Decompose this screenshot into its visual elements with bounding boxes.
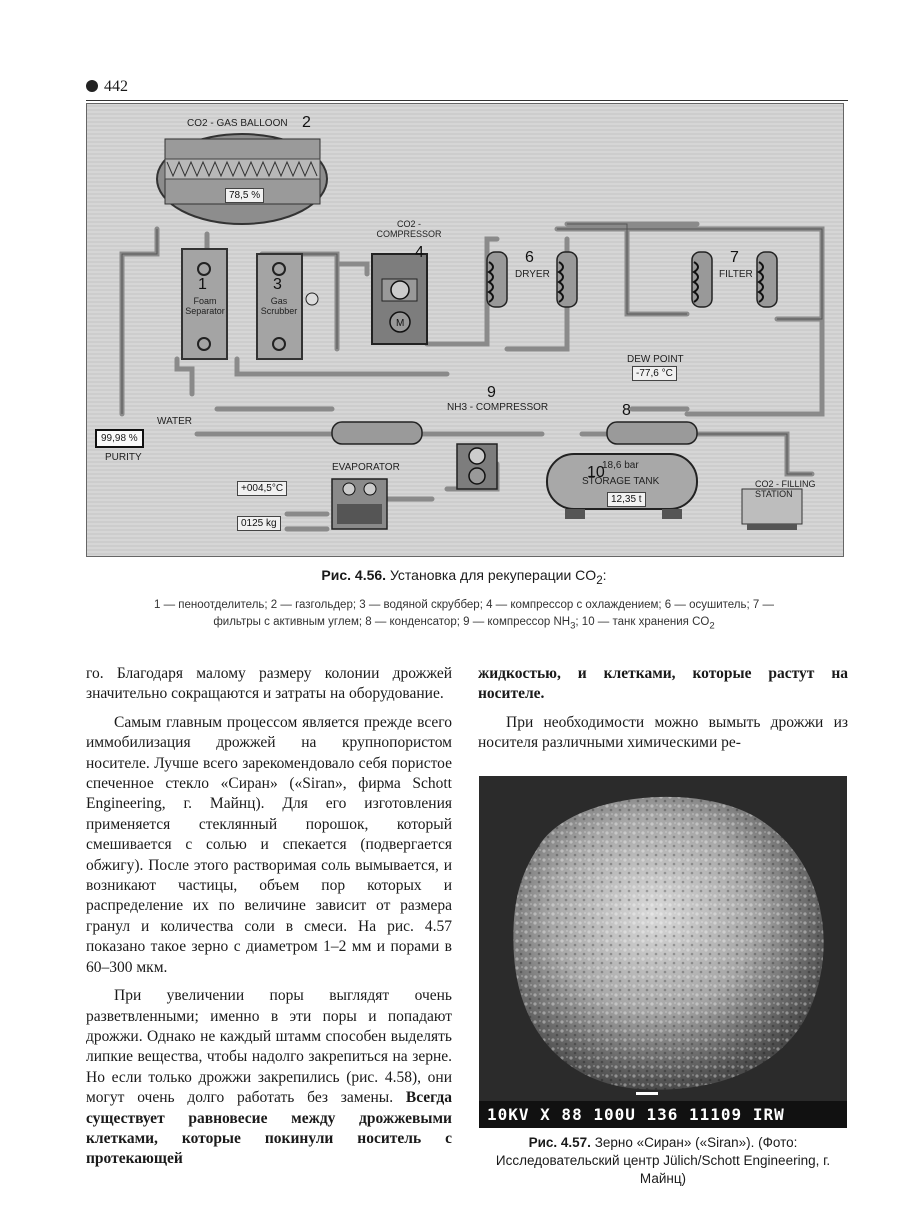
legend-line-2-sub2: 2 [709,620,715,632]
figure-456-caption [86,567,842,587]
grain-image [479,776,847,1101]
water-label: WATER [157,416,192,427]
figure-457-number: Рис. 4.57. [528,1135,591,1150]
filter-label: FILTER [719,269,753,280]
figure-456-number: Рис. 4.56. [321,567,387,583]
left-paragraph-3-text: При увеличении поры выглядят очень разветвленными; именно в эти поры и попадают дрожжи. Однако не каждый штамм способен выделять липкие вещества, чтобы надолго закрепиться на зерне. Но если только дрожжи закрепились (рис. 4.58), они могут очень долго работать без замены. [86,987,452,1107]
storage-tank-label: STORAGE TANK [582,476,660,487]
purity-label: PURITY [105,452,142,463]
storage-tank-mass: 12,35 t [607,492,646,507]
page-number [86,78,128,96]
right-paragraph-1: жидкостью, и клетками, которые растут на носителе. [478,665,848,703]
figure-457-title: Зерно «Сиран» («Siran»). (Фото: Исследовательский центр Jülich/Schott Engineering, г. Майнц) [495,1135,831,1186]
scale-bar-mark [636,1092,658,1095]
storage-tank-number: 10 [587,464,605,481]
gas-balloon-label: CO2 - GAS BALLOON [187,118,288,129]
legend-line-2b: ; 10 — танк хранения CO [575,616,710,628]
evaporator-temperature: +004,5°C [237,481,287,496]
figure-456-title-sub: 2 [596,573,603,587]
legend-line-2a: фильтры с активным углем; 8 — конденсатор; 9 — компрессор NH [213,616,571,628]
figure-456-title-end: : [602,567,607,583]
dryer-label: DRYER [515,269,550,280]
figure-co2-recovery-diagram [86,103,844,557]
legend-line-1: 1 — пеноотделитель; 2 — газгольдер; 3 — водяной скруббер; 4 — компрессор с охлаждением; 6 — осушитель; 7 — [154,599,774,611]
foam-separator-label: Foam Separator [185,296,225,316]
figure-457-caption [479,1134,847,1188]
gas-balloon-number: 2 [302,114,311,131]
diagram-graphics [87,104,843,556]
page-number-text: 442 [104,78,128,95]
filling-station-label: CO2 - FILLING STATION [755,479,816,499]
svg-text:M: M [396,318,405,329]
evaporator-label: EVAPORATOR [332,462,400,473]
figure-456-title: Установка для рекуперации CO [389,567,597,583]
condenser-number: 8 [622,402,631,419]
foam-separator-number: 1 [198,276,207,293]
storage-tank-pressure: 18,6 bar [602,460,639,471]
left-paragraph-2: Самым главным процессом является прежде всего иммобилизация дрожжей на крупнопористом носителе. Лучше всего зарекомендовало себя пористое спеченное стекло «Сиран» («Siran», фирма Schott Engineering, г. Майнц). Для его изготовления применяется стеклянный порошок, который смешивается с солью и спекается (подвергается обжигу). После этого растворимая соль вымывается, и возникают частицы, объем пор которых и распределение их по величине зависит от размера гранул и количества соли в смеси. На рис. 4.57 показано такое зерно с диаметром 1–2 мм и порами в 60–300 мкм. [86,713,452,976]
page-marker-icon [86,80,98,92]
filter-number: 7 [730,249,739,266]
figure-456-legend [86,597,842,634]
right-column [478,664,848,762]
sem-scale-bar: 10KV X 88 100U 136 11109 IRW [479,1101,847,1128]
figure-siran-grain-photo [479,776,847,1128]
gas-balloon-level: 78,5 % [225,188,264,203]
left-paragraph-1: го. Благодаря малому размеру колонии дрожжей значительно сокращаются и затраты на оборудование. [86,665,452,703]
nh3-compressor-number: 9 [487,384,496,401]
dew-point-label: DEW POINT [627,354,684,365]
evaporator-mass: 0125 kg [237,516,281,531]
legend-line-2 [86,614,842,634]
dryer-number: 6 [525,249,534,266]
left-paragraph-3-bold: Всегда существует равновесие между дрожжевыми клетками, которые покинули носитель с протекающей [86,1089,453,1168]
purity-value: 99,98 % [95,429,144,448]
right-paragraph-2: При необходимости можно вымыть дрожжи из носителя различными химическими ре- [478,713,848,752]
left-paragraph-3 [86,986,452,1170]
dew-point-value: -77,6 °C [632,366,677,381]
page-header [86,78,848,101]
scrubber-label: Gas Scrubber [260,296,298,316]
co2-compressor-number: 4 [415,244,424,261]
scrubber-number: 3 [273,276,282,293]
co2-compressor-label: CO2 - COMPRESSOR [376,219,442,239]
left-column [86,664,452,1178]
legend-line-2-sub1: 3 [570,620,576,632]
nh3-compressor-label: NH3 - COMPRESSOR [447,402,549,413]
